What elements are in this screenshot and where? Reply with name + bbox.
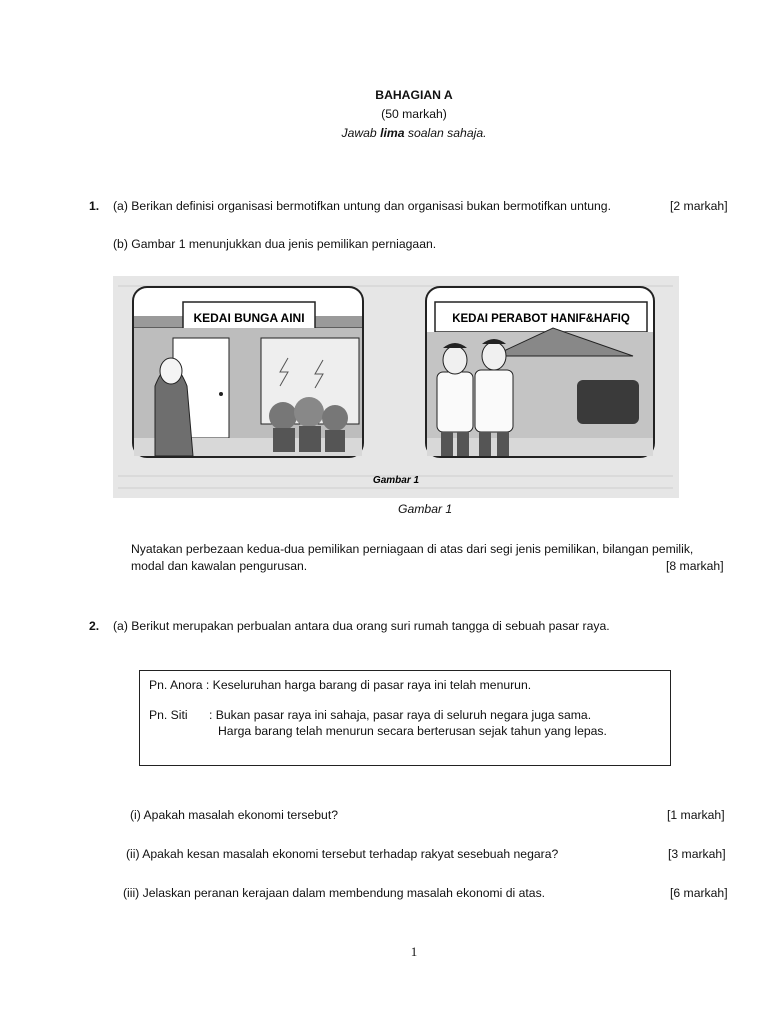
question-2a-iii-marks: [6 markah] xyxy=(670,886,728,900)
question-2a-ii: (ii) Apakah kesan masalah ekonomi tersebut terhadap rakyat sesebuah negara? xyxy=(126,847,559,861)
total-marks: (50 markah) xyxy=(381,107,447,121)
question-2a-iii: (iii) Jelaskan peranan kerajaan dalam membendung masalah ekonomi di atas. xyxy=(123,886,546,900)
dialog-box xyxy=(139,670,671,766)
shop2-sign-text: KEDAI PERABOT HANIF&HAFIQ xyxy=(452,313,630,325)
dialog-siti-line1: : Bukan pasar raya ini sahaja, pasar raya di seluruh negara juga sama. xyxy=(209,708,592,722)
question-1-number: 1. xyxy=(89,199,100,213)
figure-inner-caption: Gambar 1 xyxy=(372,475,420,486)
instruction: Jawab lima soalan sahaja. xyxy=(341,126,487,140)
question-1b-line1: Nyatakan perbezaan kedua-dua pemilikan perniagaan di atas dari segi jenis pemilikan, bilangan pemilik, xyxy=(131,542,694,556)
question-1b-line2: modal dan kawalan pengurusan. xyxy=(131,559,308,573)
sofa xyxy=(577,380,639,424)
question-2a-ii-marks: [3 markah] xyxy=(668,847,726,861)
shop1-sign-text: KEDAI BUNGA AINI xyxy=(193,311,305,325)
page-number: 1 xyxy=(410,944,418,959)
section-title: BAHAGIAN A xyxy=(375,88,453,102)
question-2a-text: (a) Berikut merupakan perbualan antara dua orang suri rumah tangga di sebuah pasar raya. xyxy=(113,619,610,633)
figure-illustration xyxy=(113,276,679,498)
question-1b-text: (b) Gambar 1 menunjukkan dua jenis pemilikan perniagaan. xyxy=(113,237,437,251)
question-1a-marks: [2 markah] xyxy=(670,199,728,213)
dialog-speaker-siti-name: Pn. Siti xyxy=(149,708,188,722)
question-2a-i: (i) Apakah masalah ekonomi tersebut? xyxy=(130,808,338,822)
question-2a-i-marks: [1 markah] xyxy=(667,808,725,822)
dialog-siti-line2: Harga barang telah menurun secara berterusan sejak tahun yang lepas. xyxy=(218,724,607,738)
question-1b-marks: [8 markah] xyxy=(666,559,724,573)
figure-caption: Gambar 1 xyxy=(398,502,453,516)
question-2-number: 2. xyxy=(89,619,100,633)
figure-gambar-1 xyxy=(113,276,679,498)
flower-pots xyxy=(269,397,348,452)
question-1a-text: (a) Berikan definisi organisasi bermotifkan untung dan organisasi bukan bermotifkan untung. xyxy=(113,199,611,213)
dialog-speaker-anora: Pn. Anora : Keseluruhan harga barang di pasar raya ini telah menurun. xyxy=(149,678,532,692)
